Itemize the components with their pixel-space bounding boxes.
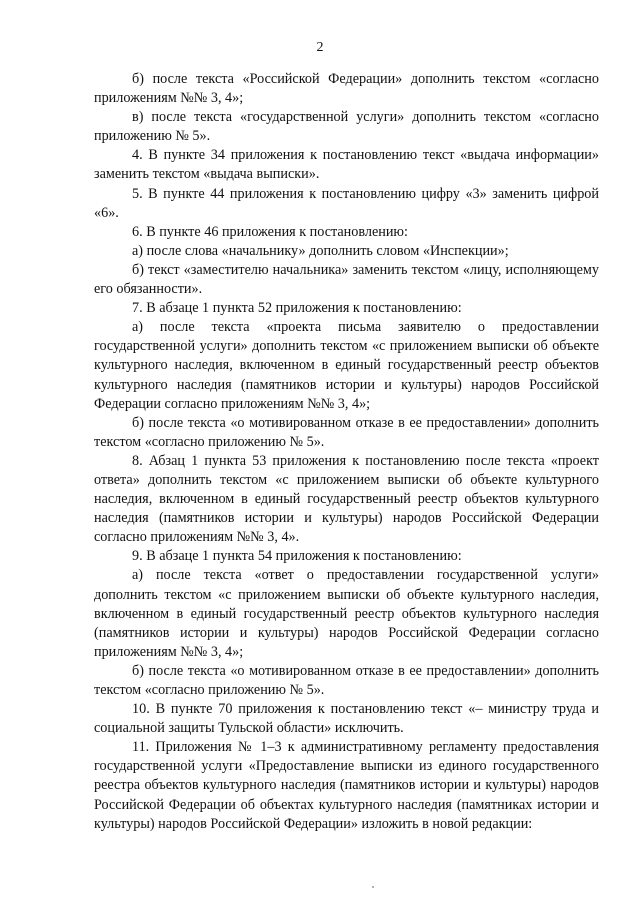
paragraph: 11. Приложения № 1–3 к административному регламенту предоставления государственной услуги «Предоставление выписки из единого государственного реестра объектов культурного наследия (памятников истории и культуры) народов Российской Федерации об объектах культурного наследия (памятниках истории и культуры) народов Российской Федерации» изложить в новой редакции: <box>94 739 599 832</box>
paragraph: б) текст «заместителю начальника» заменить текстом «лицу, исполняющему его обязанности». <box>94 261 599 298</box>
paragraph: 6. В пункте 46 приложения к постановлению: <box>132 223 408 240</box>
paragraph: а) после слова «начальнику» дополнить словом «Инспекции»; <box>132 242 509 259</box>
paragraph: в) после текста «государственной услуги» дополнить текстом «согласно приложению № 5». <box>94 109 599 145</box>
paragraph: б) после текста «о мотивированном отказе в ее предоставлении» дополнить текстом «согласно приложению № 5». <box>94 414 599 450</box>
paragraph: 9. В абзаце 1 пункта 54 приложения к постановлению: <box>132 548 462 565</box>
paragraph: 5. В пункте 44 приложения к постановлению цифру «3» заменить цифрой «6». <box>94 185 599 221</box>
scan-speck <box>372 886 374 888</box>
paragraph: 10. В пункте 70 приложения к постановлению текст «– министру труда и социальной защиты Тульской области» исключить. <box>94 701 599 737</box>
paragraph: б) после текста «Российской Федерации» дополнить текстом «согласно приложениям №№ 3, 4»; <box>94 71 599 107</box>
paragraph: 7. В абзаце 1 пункта 52 приложения к постановлению: <box>132 300 462 317</box>
paragraph: 8. Абзац 1 пункта 53 приложения к постановлению после текста «проект ответа» дополнить текстом «с приложением выписки об объекте культурного наследия, включенном в единый государственный реестр объектов культурного наследия (памятников истории и культуры) народов Российской Федерации согласно приложениям №№ 3, 4». <box>94 452 599 546</box>
page-number: 2 <box>316 40 324 55</box>
paragraph: а) после текста «проекта письма заявителю о предоставлении государственной услуги» дополнить текстом «с приложением выписки об объекте культурного наследия, включенном в единый государственный реестр объектов культурного наследия (памятников истории и культуры) народов Российской Федерации согласно приложениям №№ 3, 4»; <box>94 319 599 412</box>
paragraph: а) после текста «ответ о предоставлении государственной услуги» дополнить текстом «с приложением выписки об объекте культурного наследия, включенном в единый государственный реестр объектов культурного наследия (памятников истории и культуры) народов Российской Федерации согласно приложениям №№ 3, 4»; <box>94 567 599 660</box>
paragraph: 4. В пункте 34 приложения к постановлению текст «выдача информации» заменить текстом «выдача выписки». <box>94 147 599 183</box>
document-body <box>94 70 599 834</box>
paragraph: б) после текста «о мотивированном отказе в ее предоставлении» дополнить текстом «согласно приложению № 5». <box>94 662 599 698</box>
